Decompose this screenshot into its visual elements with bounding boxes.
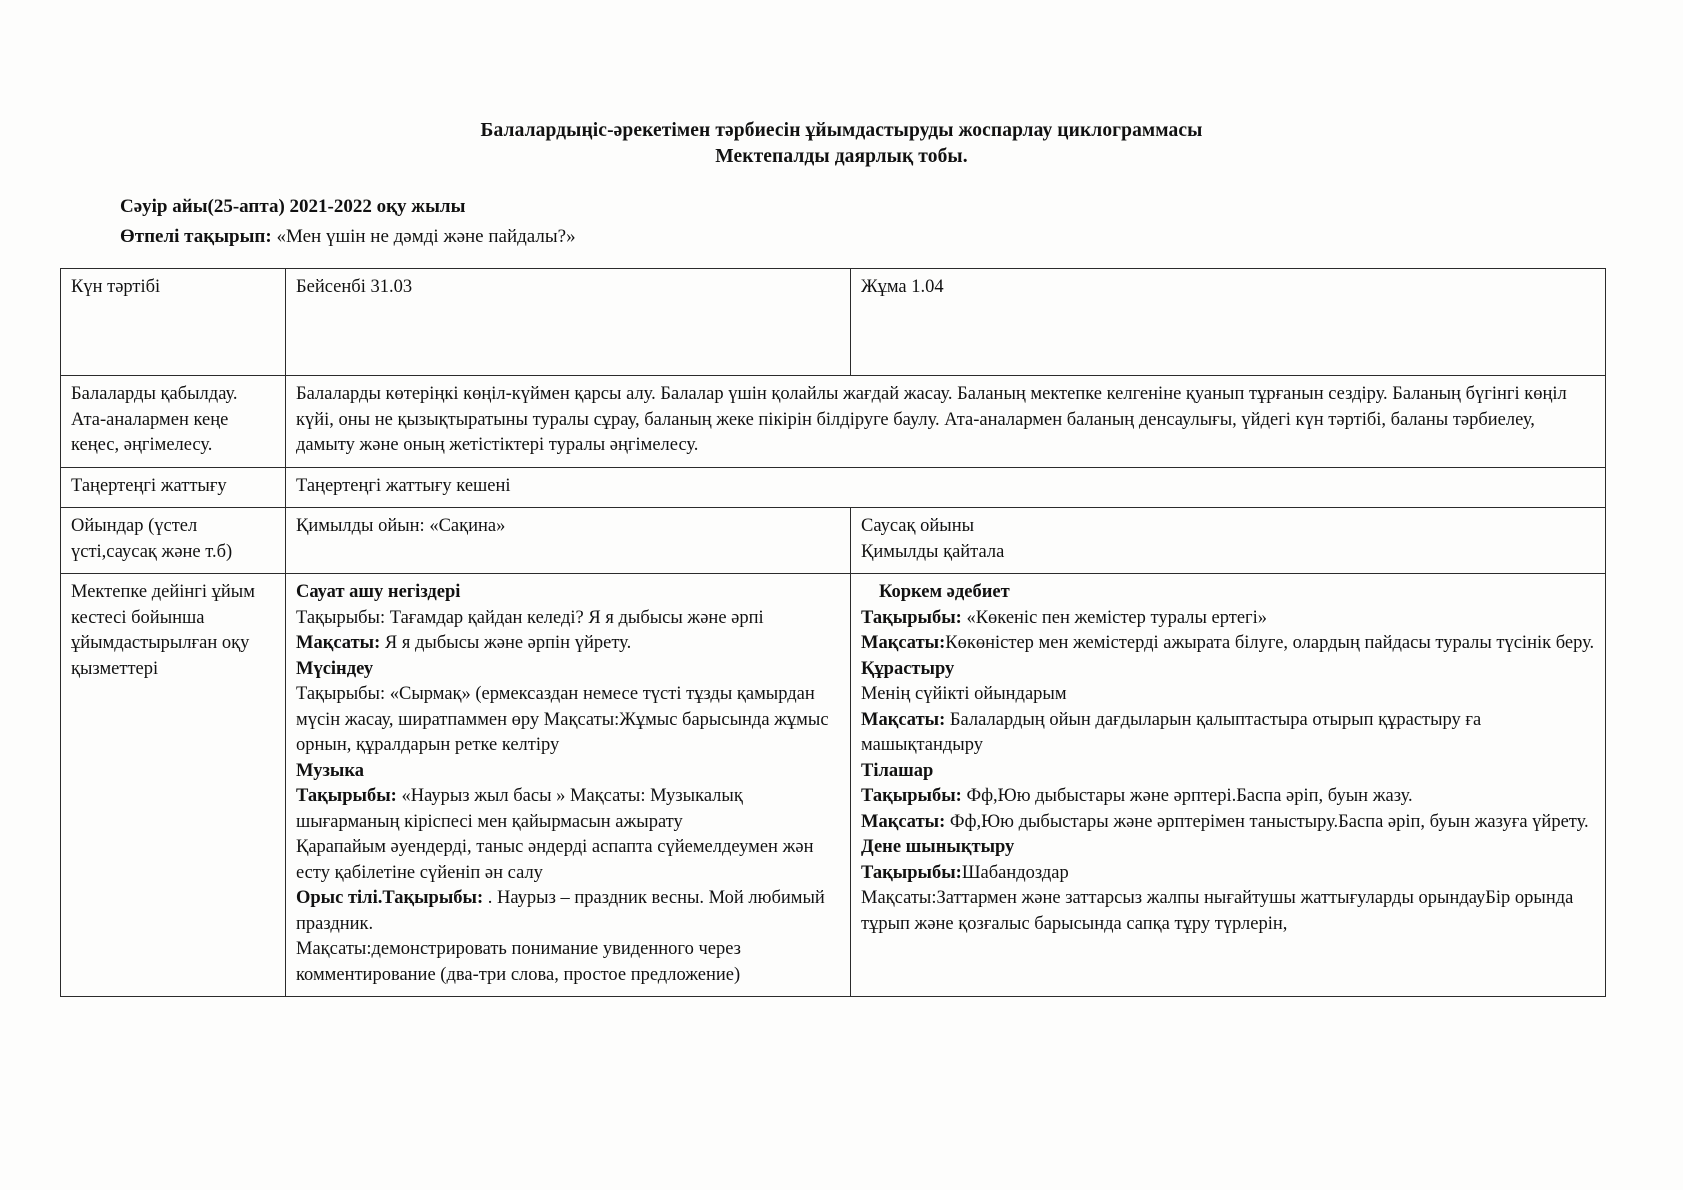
table-row-activities [61,574,1606,997]
activities-friday-entry-value-7: Фф,Юю дыбыстары және әрптері.Баспа әріп, буын жазу. [961,786,1413,806]
cell-thursday-date: Бейсенбі 31.03 [286,269,851,376]
activities-friday-entry-label-2: Мақсаты: [861,633,946,653]
activities-friday-heading-6: Тілашар [861,760,934,781]
activities-thursday-heading-0: Сауат ашу негіздері [296,582,461,602]
activities-thursday-text-1: Тақырыбы: Тағамдар қайдан келеді? Я я дыбысы және әрпі [296,607,764,628]
activities-thursday-entry-value-6: «Наурыз жыл басы » Мақсаты: Музыкалық шығарманың кіріспесі мен қайырмасын ажырату [296,786,743,832]
cell-morning-exercise-text: Таңертеңгі жаттығу кешені [286,467,1606,508]
subtitle-theme [120,222,1683,252]
activities-friday-heading-3: Құрастыру [861,658,955,679]
activities-friday-entry-value-5: Балалардың ойын дағдыларын қалыптастыра отырып құрастыру ға машықтандыру [861,709,1482,755]
activities-friday-entry-label-1: Тақырыбы: [861,607,962,628]
subtitle-month-week: Сәуір айы(25-апта) 2021-2022 оқу жылы [120,196,466,217]
activities-friday-entry-10 [861,861,1595,887]
activities-friday-entry-1 [861,606,1595,632]
row-label-activities: Мектепке дейінгі ұйым кестесі бойынша ұйымдастырылған оқу қызметтері [61,574,286,997]
activities-friday-entry-5 [861,708,1595,759]
title-line-2: Мектепалды даярлық тобы. [715,146,968,167]
activities-thursday-entry-label-8: Орыс тілі.Тақырыбы: [296,888,484,908]
activities-thursday-entry-8 [296,886,840,937]
activities-friday-text-11: Мақсаты:Заттармен және заттарсыз жалпы нығайтушы жаттығуларды орындауБір орында тұрып және қозғалыс барысында сапқа тұру түрлерін, [861,888,1574,934]
activities-thursday-text-4: Тақырыбы: «Сырмақ» (ермексаздан немесе түсті тұзды қамырдан мүсін жасау, ширатпаммен өру Мақсаты:Жұмыс барысында жұмыс орнын, құралдарын ретке келтіру [296,684,829,755]
activities-friday-entry-label-7: Тақырыбы: [861,786,962,806]
title-line-1: Балалардыңіс-әрекетімен тәрбиесін ұйымдастыруды жоспарлау циклограммасы [480,120,1203,141]
subtitle-theme-label: Өтпелі тақырып: [120,226,272,247]
cell-activities-thursday [286,574,851,997]
row-label-morning-exercise: Таңертеңгі жаттығу [61,467,286,508]
activities-friday-text-4: Менің сүйікті ойындарым [861,684,1067,704]
games-friday-line-2: Қимылды қайтала [861,541,1005,562]
cell-activities-friday [851,574,1606,997]
cyclogram-table [60,268,1606,997]
subtitle-theme-value: «Мен үшін не дәмді және пайдалы?» [271,226,576,247]
activities-friday-heading-0: Коркем әдебиет [879,582,1010,602]
document-title [0,118,1683,170]
table-row-games [61,508,1606,574]
activities-thursday-entry-label-6: Тақырыбы: [296,786,397,806]
row-label-reception: Балаларды қабылдау. Ата-аналармен кеңе кеңес, әңгімелесу. [61,376,286,468]
activities-thursday-entry-value-8: . Наурыз – праздник весны. Мой любимый праздник. [296,888,825,934]
row-label-day-order: Күн тәртібі [61,269,286,376]
activities-friday-entry-value-8: Фф,Юю дыбыстары және әрптерімен таныстыру.Баспа әріп, буын жазуға үйрету. [945,811,1589,832]
cell-games-friday [851,508,1606,574]
row-label-games: Ойындар (үстел үсті,саусақ және т.б) [61,508,286,574]
activities-thursday-entry-2 [296,631,840,657]
activities-friday-entry-value-2: Көкөністер мен жемістерді ажырата білуге, олардың пайдасы туралы түсінік беру. [945,633,1595,653]
games-friday-line-1: Саусақ ойыны [861,516,975,536]
activities-friday-entry-value-10: Шабандоздар [961,862,1069,883]
table-row-reception [61,376,1606,468]
cell-games-thursday: Қимылды ойын: «Сақина» [286,508,851,574]
activities-friday-entry-2 [861,631,1595,657]
activities-thursday-entry-6 [296,784,840,835]
activities-thursday-entry-value-2: Я я дыбысы және әрпін үйрету. [380,633,632,653]
activities-friday-entry-label-8: Мақсаты: [861,811,946,832]
table-row-schedule [61,269,1606,376]
activities-thursday-heading-3: Мүсіндеу [296,658,374,679]
activities-friday-heading-9: Дене шынықтыру [861,837,1015,857]
document-subtitle [120,192,1683,252]
activities-thursday-text-9: Мақсаты:демонстрировать понимание увиденного через комментирование (два-три слова, простое предложение) [296,939,741,985]
cell-friday-date: Жұма 1.04 [851,269,1606,376]
activities-friday-entry-value-1: «Көкеніс пен жемістер туралы ертегі» [961,607,1268,628]
activities-friday-entry-7 [861,784,1595,810]
activities-friday-entry-label-10: Тақырыбы: [861,862,962,883]
cell-reception-text: Балаларды көтеріңкі көңіл-күймен қарсы алу. Балалар үшін қолайлы жағдай жасау. Баланың мектепке келгеніне қуанып тұрғанын сездіру. Баланың бүгінгі көңіл күйі, оны не қызықтыратыны туралы сұрау, баланың жеке пікірін білдіруге баулу. Ата-аналармен баланың денсаулығы, үйдегі күн тәртібі, баланы тәрбиелеу, дамыту және оның жетістіктері туралы әңгімелесу. [286,376,1606,468]
activities-friday-entry-label-5: Мақсаты: [861,709,946,730]
activities-friday-entry-8 [861,810,1595,836]
activities-thursday-heading-5: Музыка [296,760,364,781]
activities-thursday-entry-label-2: Мақсаты: [296,633,381,653]
table-row-morning-exercise [61,467,1606,508]
activities-thursday-text-7: Қарапайым әуендерді, таныс әндерді аспапта сүйемелдеумен жән есту қабілетіне сүйеніп ән салу [296,837,814,883]
